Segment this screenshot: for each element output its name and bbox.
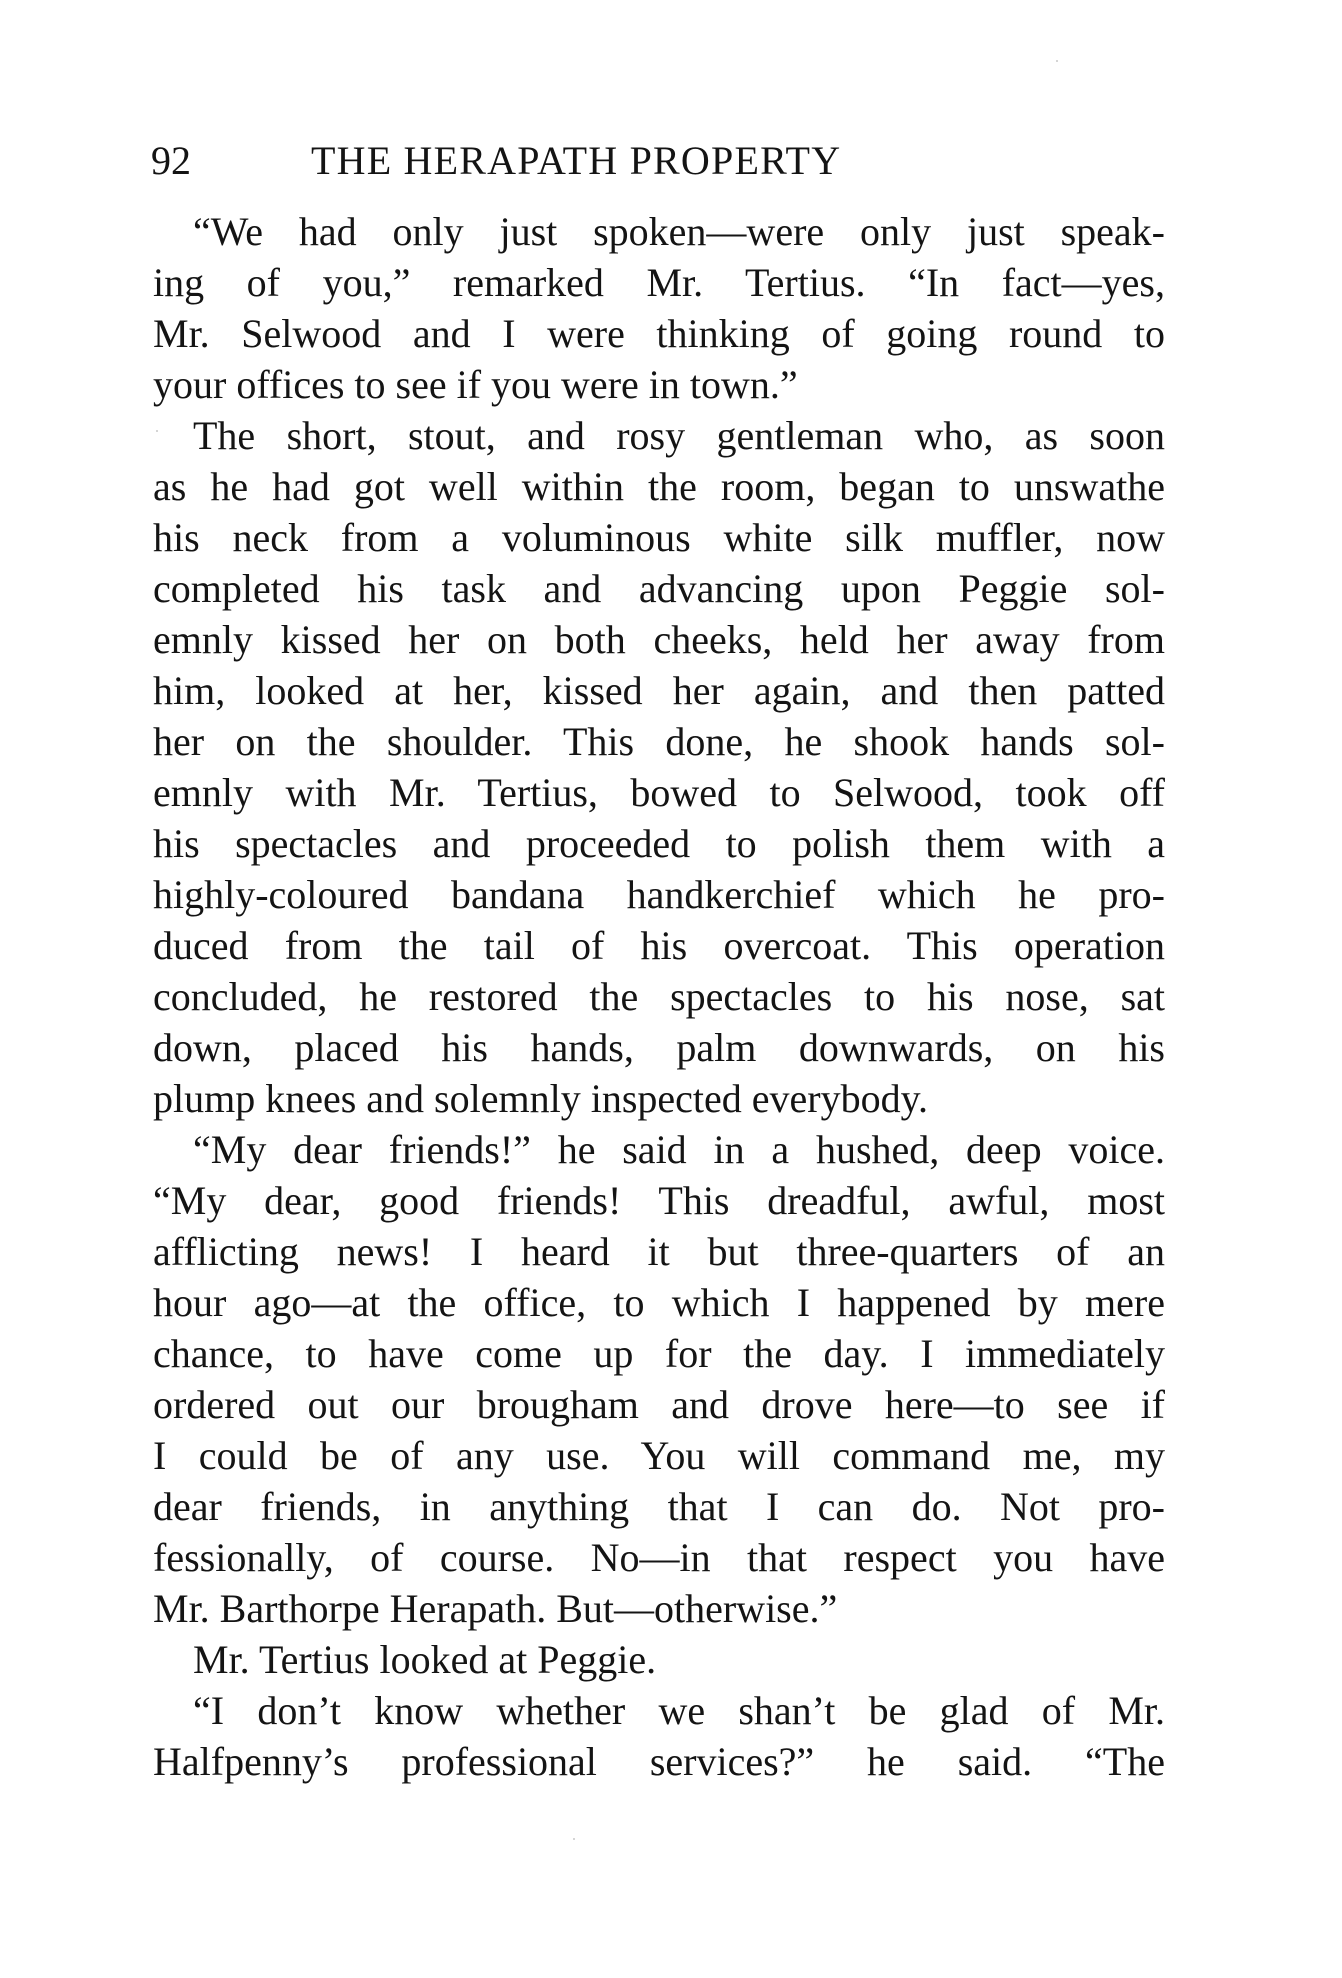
text-line: her on the shoulder. This done, he shook hands sol- [153,719,1165,764]
text-line: him, looked at her, kissed her again, and then patted [153,668,1165,713]
text-line: down, placed his hands, palm downwards, on his [153,1025,1165,1070]
running-header [151,136,841,186]
text-line: dear friends, in anything that I can do. Not pro- [153,1484,1165,1529]
text-line: Halfpenny’s professional services?” he said. “The [153,1739,1165,1784]
text-line: I could be of any use. You will command me, my [153,1433,1165,1478]
paper-speck [156,430,158,432]
text-line: “My dear friends!” he said in a hushed, deep voice. [193,1127,1165,1172]
text-line: his neck from a voluminous white silk muffler, now [153,515,1165,560]
text-line: emnly with Mr. Tertius, bowed to Selwood, took off [153,770,1165,815]
text-line: highly-coloured bandana handkerchief which he pro- [153,872,1165,917]
paper-speck [573,1838,575,1840]
text-line: Mr. Tertius looked at Peggie. [193,1637,657,1682]
text-line: duced from the tail of his overcoat. This operation [153,923,1165,968]
text-line: as he had got well within the room, began to unswathe [153,464,1165,509]
page-number: 92 [151,138,191,183]
text-line: chance, to have come up for the day. I immediately [153,1331,1165,1376]
text-line: plump knees and solemnly inspected everybody. [153,1076,928,1121]
running-title: THE HERAPATH PROPERTY [311,138,842,183]
text-line: completed his task and advancing upon Peggie sol- [153,566,1165,611]
text-line: concluded, he restored the spectacles to his nose, sat [153,974,1165,1019]
body-text [153,206,1165,1787]
text-line: ordered out our brougham and drove here—to see if [153,1382,1165,1427]
text-line: afflicting news! I heard it but three-quarters of an [153,1229,1165,1274]
text-line: hour ago—at the office, to which I happened by mere [153,1280,1165,1325]
text-line: ing of you,” remarked Mr. Tertius. “In fact—yes, [153,260,1165,305]
text-line: fessionally, of course. No—in that respect you have [153,1535,1165,1580]
text-line: his spectacles and proceeded to polish them with a [153,821,1165,866]
text-line: “My dear, good friends! This dreadful, awful, most [153,1178,1165,1223]
text-line: your offices to see if you were in town.” [153,362,798,407]
text-line: emnly kissed her on both cheeks, held her away from [153,617,1165,662]
text-line: Mr. Selwood and I were thinking of going round to [153,311,1165,356]
text-line: Mr. Barthorpe Herapath. But—otherwise.” [153,1586,838,1631]
text-line: “I don’t know whether we shan’t be glad of Mr. [193,1688,1165,1733]
text-line: “We had only just spoken—were only just speak- [193,209,1165,254]
paper-speck [1056,60,1058,62]
text-line: The short, stout, and rosy gentleman who, as soon [193,413,1165,458]
